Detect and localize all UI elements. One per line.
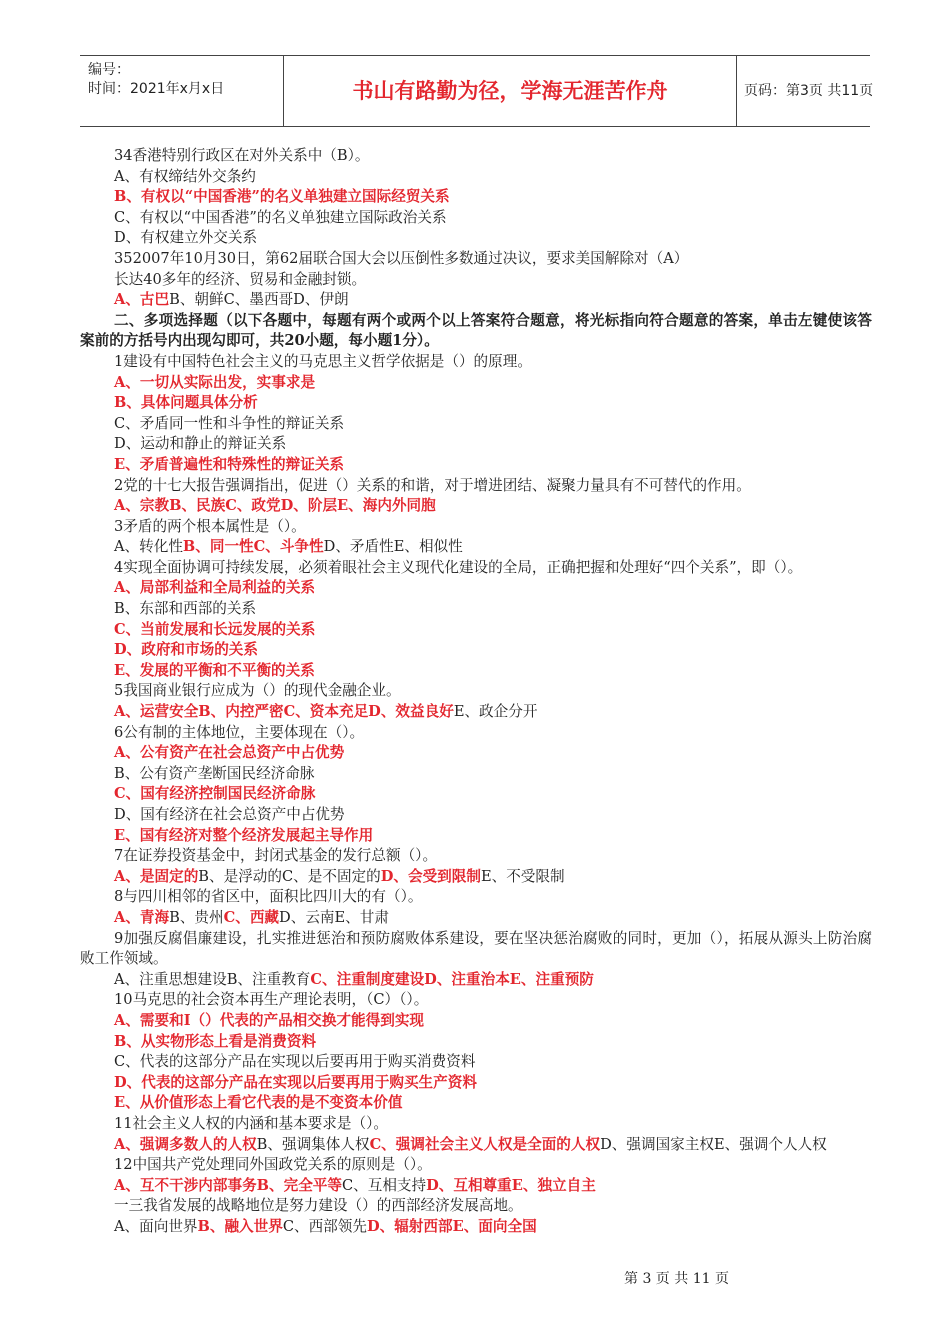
text-line xyxy=(80,826,872,847)
text-line xyxy=(80,578,872,599)
text-line xyxy=(80,640,872,661)
text-line xyxy=(80,681,872,702)
answer-text: A、一切从实际出发，实事求是 xyxy=(114,373,316,391)
text-line xyxy=(80,929,872,970)
text-line xyxy=(80,455,872,476)
document-body xyxy=(80,146,872,1237)
text-line xyxy=(80,270,872,291)
answer-text: E、发展的平衡和不平衡的关系 xyxy=(114,661,315,679)
text-line xyxy=(80,908,872,929)
answer-text: A、互不干涉内部事务B、完全平等 xyxy=(114,1176,342,1194)
text-line xyxy=(80,311,872,352)
answer-text: E、国有经济对整个经济发展起主导作用 xyxy=(114,826,374,844)
text-line xyxy=(80,867,872,888)
question-text: D、运动和静止的辩证关系 xyxy=(114,435,287,453)
question-text: D、国有经济在社会总资产中占优势 xyxy=(114,806,345,823)
answer-text: B、从实物形态上看是消费资料 xyxy=(114,1032,317,1050)
header-meta xyxy=(88,56,283,131)
text-line xyxy=(80,764,872,785)
text-line xyxy=(80,228,872,249)
text-line xyxy=(80,434,872,455)
answer-text: C、强调社会主义人权是全面的人权 xyxy=(369,1135,601,1153)
question-text: 11社会主义人权的内涵和基本要求是（）。 xyxy=(114,1114,388,1132)
answer-text: D、政府和市场的关系 xyxy=(114,641,259,659)
text-line xyxy=(80,1196,872,1217)
question-text: 6公有制的主体地位，主要体现在（）。 xyxy=(114,723,365,741)
text-line xyxy=(80,414,872,435)
text-line xyxy=(80,723,872,744)
text-line xyxy=(80,970,872,991)
text-line xyxy=(80,496,872,517)
answer-text: A、是固定的 xyxy=(114,867,199,885)
text-line xyxy=(80,805,872,826)
section-heading: 二、多项选择题（以下各题中，每题有两个或两个以上答案符合题意，将光标指向符合题意的答案，单击左键使该答案前的方括号内出现勾即可，共20小题，每小题1分）。 xyxy=(80,311,872,350)
text-line xyxy=(80,537,872,558)
question-text: A、注重思想建设B、注重教育 xyxy=(114,970,311,988)
question-text: B、贵州 xyxy=(169,908,224,926)
text-line xyxy=(80,1052,872,1073)
question-text: E、不受限制 xyxy=(480,867,565,885)
answer-text: A、公有资产在社会总资产中占优势 xyxy=(114,744,345,762)
text-line xyxy=(80,1135,872,1156)
question-text: B、是浮动的C、是不固定的 xyxy=(198,867,381,885)
answer-text: B、同一性C、斗争性 xyxy=(182,538,324,556)
page-footer: 第 3 页 共 11 页 xyxy=(624,1271,729,1287)
number-label: 编号： xyxy=(88,62,130,78)
text-line xyxy=(80,1032,872,1053)
question-text: E、政企分开 xyxy=(453,703,538,721)
text-line xyxy=(80,393,872,414)
question-text: A、有权缔结外交条约 xyxy=(114,167,256,185)
answer-text: D、代表的这部分产品在实现以后要再用于购买生产资料 xyxy=(114,1073,477,1091)
answer-text: A、古巴 xyxy=(114,291,170,309)
question-text: A、面向世界 xyxy=(114,1217,198,1235)
page-header xyxy=(80,55,874,127)
text-line xyxy=(80,1073,872,1094)
text-line xyxy=(80,1176,872,1197)
text-line xyxy=(80,784,872,805)
text-line xyxy=(80,702,872,723)
text-line xyxy=(80,187,872,208)
question-text: D、云南E、甘肃 xyxy=(279,908,389,926)
question-text: 10马克思的社会资本再生产理论表明，（C）（）。 xyxy=(114,991,429,1009)
text-line xyxy=(80,990,872,1011)
question-text: C、矛盾同一性和斗争性的辩证关系 xyxy=(114,414,345,432)
text-line xyxy=(80,373,872,394)
answer-text: C、西藏 xyxy=(223,908,280,926)
answer-text: D、辐射西部E、面向全国 xyxy=(366,1217,537,1235)
question-text: B、朝鲜C、墨西哥D、伊朗 xyxy=(169,291,349,309)
question-text: D、有权建立外交关系 xyxy=(114,229,258,247)
question-text: C、有权以“中国香港”的名义单独建立国际政治关系 xyxy=(114,208,447,226)
answer-text: C、国有经济控制国民经济命脉 xyxy=(114,785,316,803)
answer-text: B、具体问题具体分析 xyxy=(114,394,258,412)
text-line xyxy=(80,558,872,579)
question-text: D、矛盾性E、相似性 xyxy=(323,538,463,556)
answer-text: A、宗教B、民族C、政党D、阶层E、海内外同胞 xyxy=(114,497,436,515)
text-line xyxy=(80,887,872,908)
answer-text: A、局部利益和全局利益的关系 xyxy=(114,579,316,597)
text-line xyxy=(80,1011,872,1032)
answer-text: D、互相尊重E、独立自主 xyxy=(426,1176,596,1194)
question-text: 1建设有中国特色社会主义的马克思主义哲学依据是（）的原理。 xyxy=(114,352,532,370)
text-line xyxy=(80,1114,872,1135)
question-text: C、代表的这部分产品在实现以后要再用于购买消费资料 xyxy=(114,1053,476,1071)
header-page-code: 页码：第3页 共11页 xyxy=(744,83,874,99)
question-text: 7在证券投资基金中，封闭式基金的发行总额（）。 xyxy=(114,847,438,865)
question-text: 352007年10月30日，第62届联合国大会以压倒性多数通过决议，要求美国解除对（A） xyxy=(114,249,689,267)
answer-text: A、运营安全B、内控严密C、资本充足D、效益良好 xyxy=(114,703,454,721)
text-line xyxy=(80,249,872,270)
text-line xyxy=(80,846,872,867)
question-text: 长达40多年的经济、贸易和金融封锁。 xyxy=(114,270,367,288)
text-line xyxy=(80,620,872,641)
text-line xyxy=(80,661,872,682)
question-text: 12中国共产党处理同外国政党关系的原则是（）。 xyxy=(114,1156,432,1174)
text-line xyxy=(80,290,872,311)
question-text: B、东部和西部的关系 xyxy=(114,600,257,618)
answer-text: A、强调多数人的人权 xyxy=(114,1135,257,1153)
answer-text: B、有权以“中国香港”的名义单独建立国际经贸关系 xyxy=(114,188,450,206)
question-text: B、强调集体人权 xyxy=(256,1135,370,1153)
question-text: 5我国商业银行应成为（）的现代金融企业。 xyxy=(114,682,401,700)
question-text: 一三我省发展的战略地位是努力建设（）的西部经济发展高地。 xyxy=(114,1197,523,1215)
question-text: 34香港特别行政区在对外关系中（B）。 xyxy=(114,147,370,164)
text-line xyxy=(80,1093,872,1114)
text-line xyxy=(80,1155,872,1176)
text-line xyxy=(80,167,872,188)
question-text: 3矛盾的两个根本属性是（）。 xyxy=(114,517,306,535)
text-line xyxy=(80,476,872,497)
text-line xyxy=(80,517,872,538)
answer-text: C、当前发展和长远发展的关系 xyxy=(114,620,316,638)
answer-text: A、需要和I（）代表的产品相交换才能得到实现 xyxy=(114,1011,425,1029)
answer-text: C、注重制度建设D、注重治本E、注重预防 xyxy=(310,970,594,988)
text-line xyxy=(80,208,872,229)
answer-text: B、融入世界 xyxy=(197,1217,283,1235)
answer-text: D、会受到限制 xyxy=(380,867,481,885)
text-line xyxy=(80,743,872,764)
header-motto: 书山有路勤为径，学海无涯苦作舟 xyxy=(283,56,737,126)
text-line xyxy=(80,352,872,373)
question-text: D、强调国家主权E、强调个人人权 xyxy=(600,1135,827,1153)
time-label: 时间：2021年x月x日 xyxy=(88,81,225,97)
question-text: B、公有资产垄断国民经济命脉 xyxy=(114,764,315,782)
answer-text: E、从价值形态上看它代表的是不变资本价值 xyxy=(114,1094,403,1112)
question-text: 9加强反腐倡廉建设，扎实推进惩治和预防腐败体系建设，要在坚决惩治腐败的同时，更加（），拓展从源头上防治腐败工作领域。 xyxy=(80,929,872,968)
question-text: 8与四川相邻的省区中，面积比四川大的有（）。 xyxy=(114,888,423,906)
question-text: 4实现全面协调可持续发展，必须着眼社会主义现代化建设的全局，正确把握和处理好“四个关系”，即（）。 xyxy=(114,558,803,576)
question-text: A、转化性 xyxy=(114,538,183,556)
answer-text: A、青海 xyxy=(114,908,170,926)
text-line xyxy=(80,146,872,167)
question-text: C、互相支持 xyxy=(341,1176,427,1194)
text-line xyxy=(80,1217,872,1238)
answer-text: E、矛盾普遍性和特殊性的辩证关系 xyxy=(114,455,345,473)
question-text: C、西部领先 xyxy=(282,1217,367,1235)
text-line xyxy=(80,599,872,620)
question-text: 2党的十七大报告强调指出，促进（）关系的和谐，对于增进团结、凝聚力量具有不可替代的作用。 xyxy=(114,476,751,494)
